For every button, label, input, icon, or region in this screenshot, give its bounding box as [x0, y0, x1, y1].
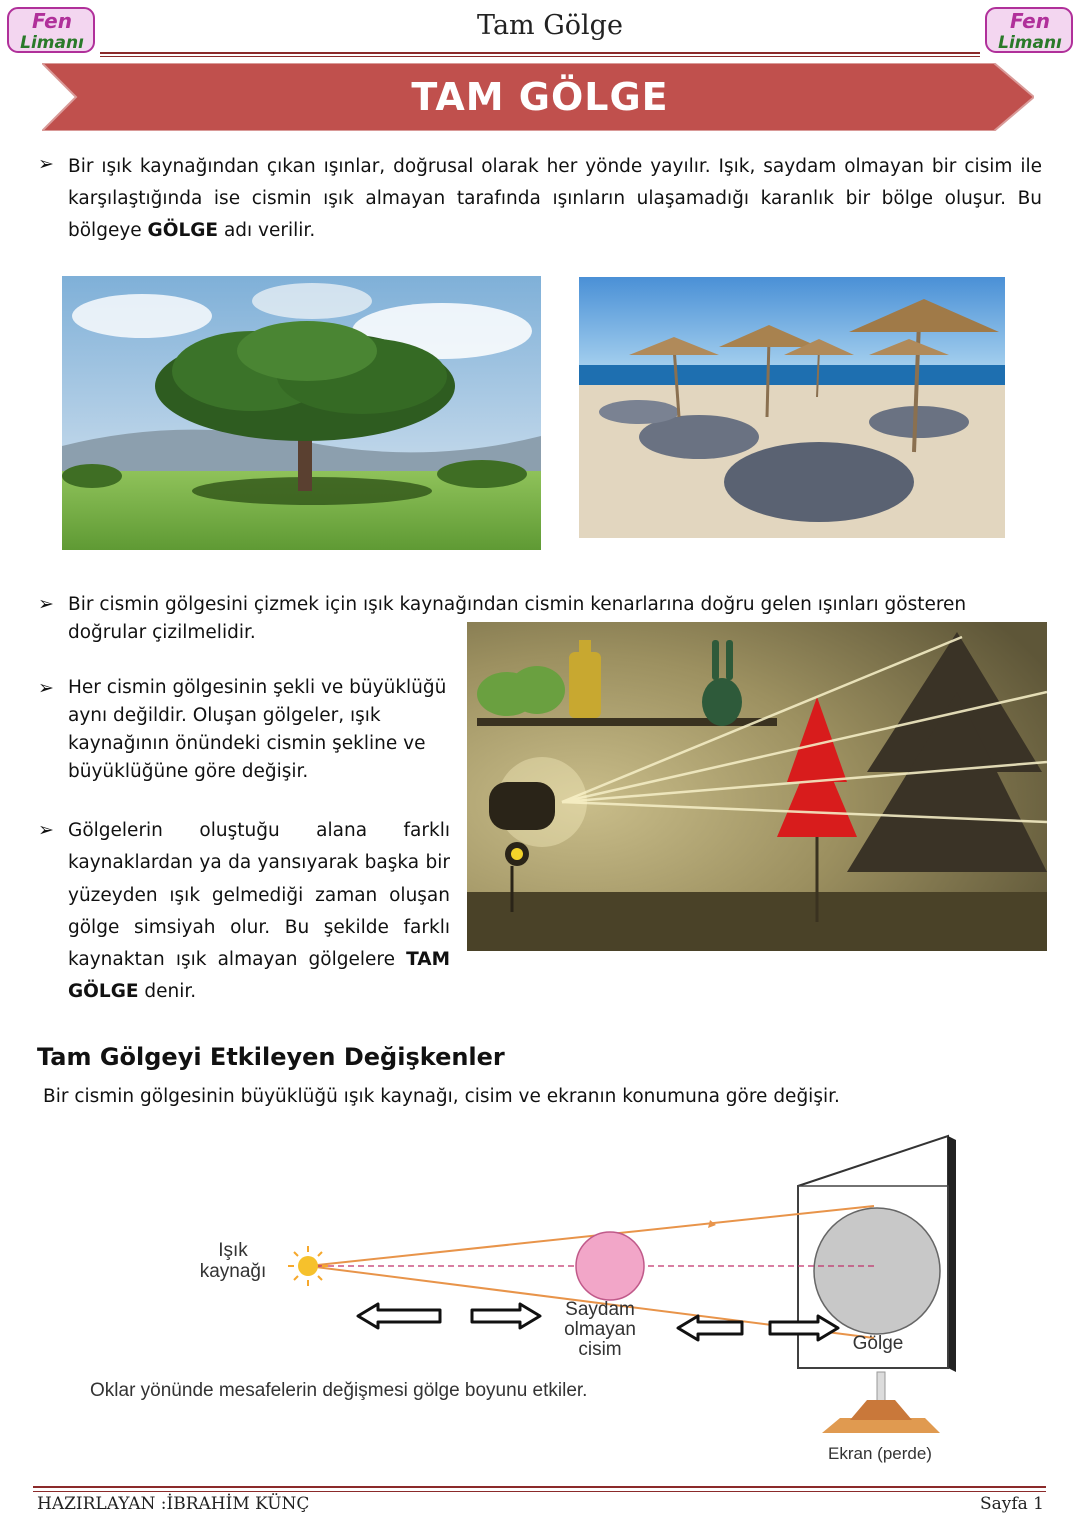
tree-shadow-photo: [62, 276, 541, 550]
fen-limani-logo: [984, 4, 1076, 56]
logo-text-bottom: Limanı: [998, 33, 1062, 53]
object-label-line: cisim: [578, 1339, 622, 1360]
left-arrow-icon: [358, 1304, 440, 1328]
bullet-arrow-icon: ➢: [38, 593, 54, 615]
intro-text: Bir ışık kaynağından çıkan ışınlar, doğrusal olarak her yönde yayılır. Işık, saydam olmayan bir cisim ile karşılaştığında ise cismin ışık almayan tarafında ışınların ulaşamadığı karanlık bir bölge oluşur. Bu bölgeye: [68, 156, 1042, 241]
page-header-title: Tam Gölge: [477, 10, 623, 41]
light-source-shadow-photo: [467, 622, 1047, 951]
intro-paragraph: [68, 151, 1042, 247]
footer-divider: [33, 1486, 1046, 1492]
header-divider: [100, 52, 980, 57]
shape-size-paragraph: Her cismin gölgesinin şekli ve büyüklüğü aynı değildir. Oluşan gölgeler, ışık kaynağının önündeki cismin şekline ve büyüklüğüne göre değişir.: [68, 677, 447, 782]
full-shadow-text: Gölgelerin oluştuğu alana farklı kaynaklardan ya da yansıyarak başka bir yüzeyden ışık gelmediği zaman oluşan gölge simsiyah olur. Bu şekilde farklı kaynaktan ışık almayan gölgelere: [68, 820, 450, 971]
logo-text-top: Fen: [32, 9, 72, 33]
footer-page-number: Sayfa 1: [979, 1494, 1044, 1514]
opaque-object-label: [540, 1300, 660, 1360]
sun-icon: [288, 1246, 328, 1286]
beach-umbrella-shadow-photo: [579, 277, 1005, 538]
intro-bold-term: GÖLGE: [147, 220, 219, 241]
full-shadow-paragraph: [68, 815, 450, 1009]
footer-author: HAZIRLAYAN :İBRAHİM KÜNÇ: [37, 1494, 310, 1514]
logo-text-bottom: Limanı: [20, 33, 84, 53]
full-shadow-term: TAM GÖLGE: [68, 949, 450, 1003]
screen-label: Ekran (perde): [828, 1444, 932, 1463]
light-source-label: [180, 1240, 286, 1282]
bullet-arrow-icon: ➢: [38, 819, 54, 841]
diagram-caption: Oklar yönünde mesafelerin değişmesi gölge boyunu etkiler.: [90, 1380, 588, 1401]
object-label-line: olmayan: [564, 1319, 636, 1340]
bullet-arrow-icon: ➢: [38, 677, 54, 699]
object-label-line: Saydam: [565, 1299, 635, 1320]
full-shadow-text-end: denir.: [138, 981, 197, 1003]
logo-text-top: Fen: [1010, 9, 1050, 33]
section-text: Bir cismin gölgesinin büyüklüğü ışık kaynağı, cisim ve ekranın konumuna göre değişir.: [43, 1086, 840, 1107]
light-source-label-line: kaynağı: [199, 1261, 267, 1282]
intro-text-end: adı verilir.: [218, 220, 316, 241]
section-title: Tam Gölgeyi Etkileyen Değişkenler: [37, 1043, 505, 1071]
banner-title: TAM GÖLGE: [411, 75, 669, 119]
right-arrow-icon: [472, 1304, 540, 1328]
draw-shadow-paragraph: Bir cismin gölgesini çizmek için ışık kaynağından cismin kenarlarına doğru gelen ışınları gösteren doğrular çizilmelidir.: [68, 594, 967, 643]
bullet-arrow-icon: ➢: [38, 153, 54, 175]
light-source-label-line: Işık: [218, 1240, 248, 1261]
shadow-label: Gölge: [852, 1333, 904, 1354]
